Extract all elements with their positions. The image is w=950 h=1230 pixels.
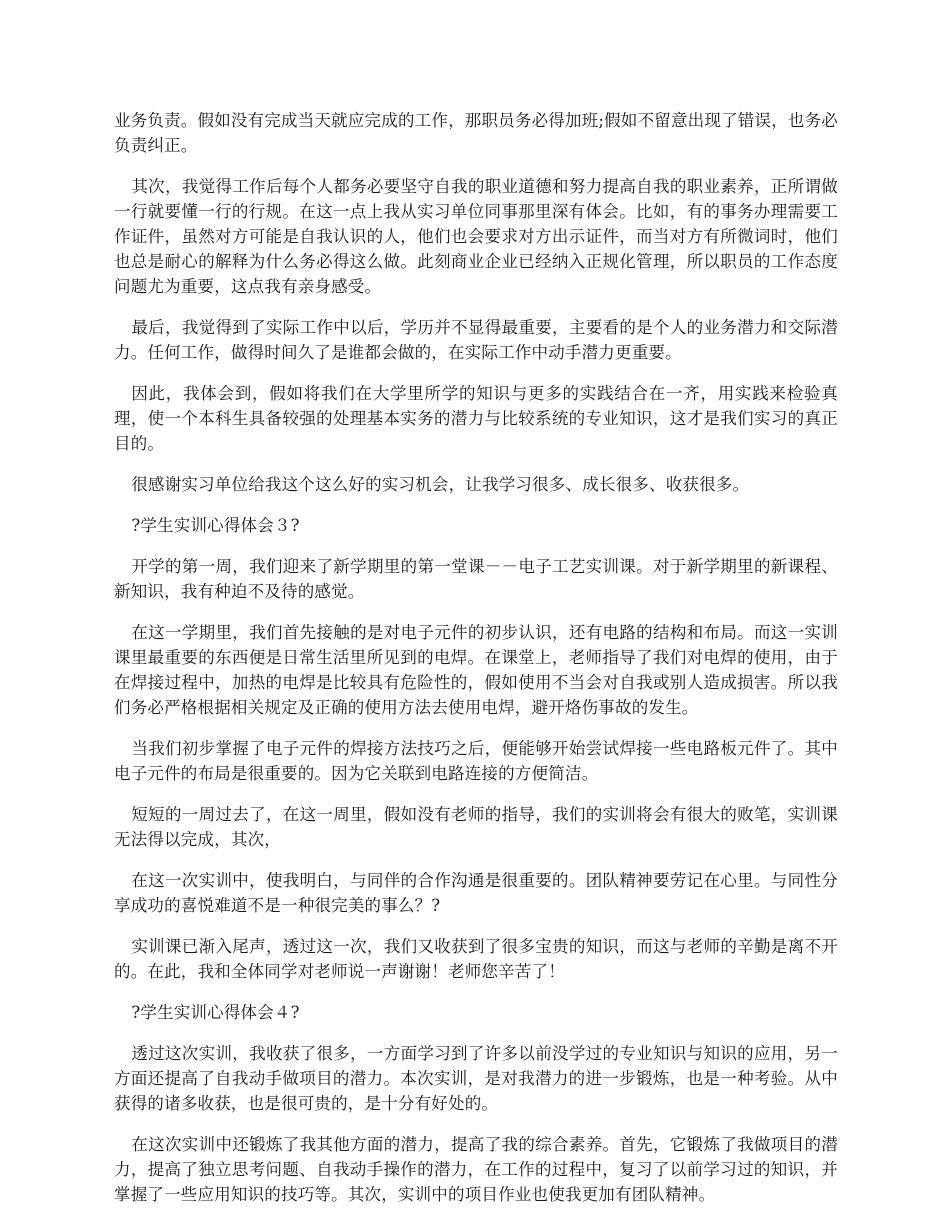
paragraph: 短短的一周过去了，在这一周里，假如没有老师的指导，我们的实训将会有很大的败笔，实训课无法得以完成，其次， — [114, 805, 838, 849]
paragraph: 最后，我觉得到了实际工作中以后，学历并不显得最重要，主要看的是个人的业务潜力和交际潜力。任何工作，做得时间久了是谁都会做的，在实际工作中动手潜力更重要。 — [114, 318, 838, 362]
paragraph: 当我们初步掌握了电子元件的焊接方法技巧之后，便能够开始尝试焊接一些电路板元件了。其中电子元件的布局是很重要的。因为它关联到电路连接的方便简洁。 — [114, 739, 838, 783]
paragraph: 因此，我体会到，假如将我们在大学里所学的知识与更多的实践结合在一齐，用实践来检验真理，使一个本科生具备较强的处理基本实务的潜力与比较系统的专业知识，这才是我们实习的真正目的。 — [114, 384, 838, 453]
paragraph: 在这一次实训中，使我明白，与同伴的合作沟通是很重要的。团队精神要劳记在心里。与同性分享成功的喜悦难道不是一种很完美的事么？? — [114, 871, 838, 915]
paragraph: 很感谢实习单位给我这个这么好的实习机会，让我学习很多、成长很多、收获很多。 — [131, 475, 750, 494]
section-heading: ?学生实训心得体会３? — [131, 516, 300, 535]
document-body — [114, 108, 838, 1223]
paragraph: 实训课已渐入尾声，透过这一次，我们又收获到了很多宝贵的知识，而这与老师的辛勤是离不开的。在此，我和全体同学对老师说一声谢谢！老师您辛苦了！ — [114, 937, 838, 981]
paragraph: 透过这次实训，我收获了很多，一方面学习到了许多以前没学过的专业知识与知识的应用，另一方面还提高了自我动手做项目的潜力。本次实训，是对我潜力的进一步锻炼，也是一种考验。从中获得的诸多收获，也是很可贵的，是十分有好处的。 — [114, 1044, 838, 1113]
paragraph: 开学的第一周，我们迎来了新学期里的第一堂课－－电子工艺实训课。对于新学期里的新课程、新知识，我有种迫不及待的感觉。 — [114, 557, 838, 601]
section-heading: ?学生实训心得体会４? — [131, 1003, 300, 1022]
paragraph: 在这次实训中还锻炼了我其他方面的潜力，提高了我的综合素养。首先，它锻炼了我做项目的潜力，提高了独立思考问题、自我动手操作的潜力，在工作的过程中，复习了以前学习过的知识，并掌握了一些应用知识的技巧等。其次，实训中的项目作业也使我更加有团队精神。 — [114, 1135, 838, 1204]
paragraph: 业务负责。假如没有完成当天就应完成的工作，那职员务必得加班;假如不留意出现了错误，也务必负责纠正。 — [114, 111, 838, 155]
paragraph: 在这一学期里，我们首先接触的是对电子元件的初步认识，还有电路的结构和布局。而这一实训课里最重要的东西便是日常生活里所见到的电焊。在课堂上，老师指导了我们对电焊的使用，由于在焊接过程中，加热的电焊是比较具有危险性的，假如使用不当会对自我或别人造成损害。所以我们务必严格根据相关规定及正确的使用方法去使用电焊，避开烙伤事故的发生。 — [114, 623, 838, 717]
paragraph: 其次，我觉得工作后每个人都务必要坚守自我的职业道德和努力提高自我的职业素养，正所谓做一行就要懂一行的行规。在这一点上我从实习单位同事那里深有体会。比如，有的事务办理需要工作证件，虽然对方可能是自我认识的人，他们也会要求对方出示证件，而当对方有所微词时，他们也总是耐心的解释为什么务必得这么做。此刻商业企业已经纳入正规化管理，所以职员的工作态度问题尤为重要，这点我有亲身感受。 — [114, 177, 838, 296]
